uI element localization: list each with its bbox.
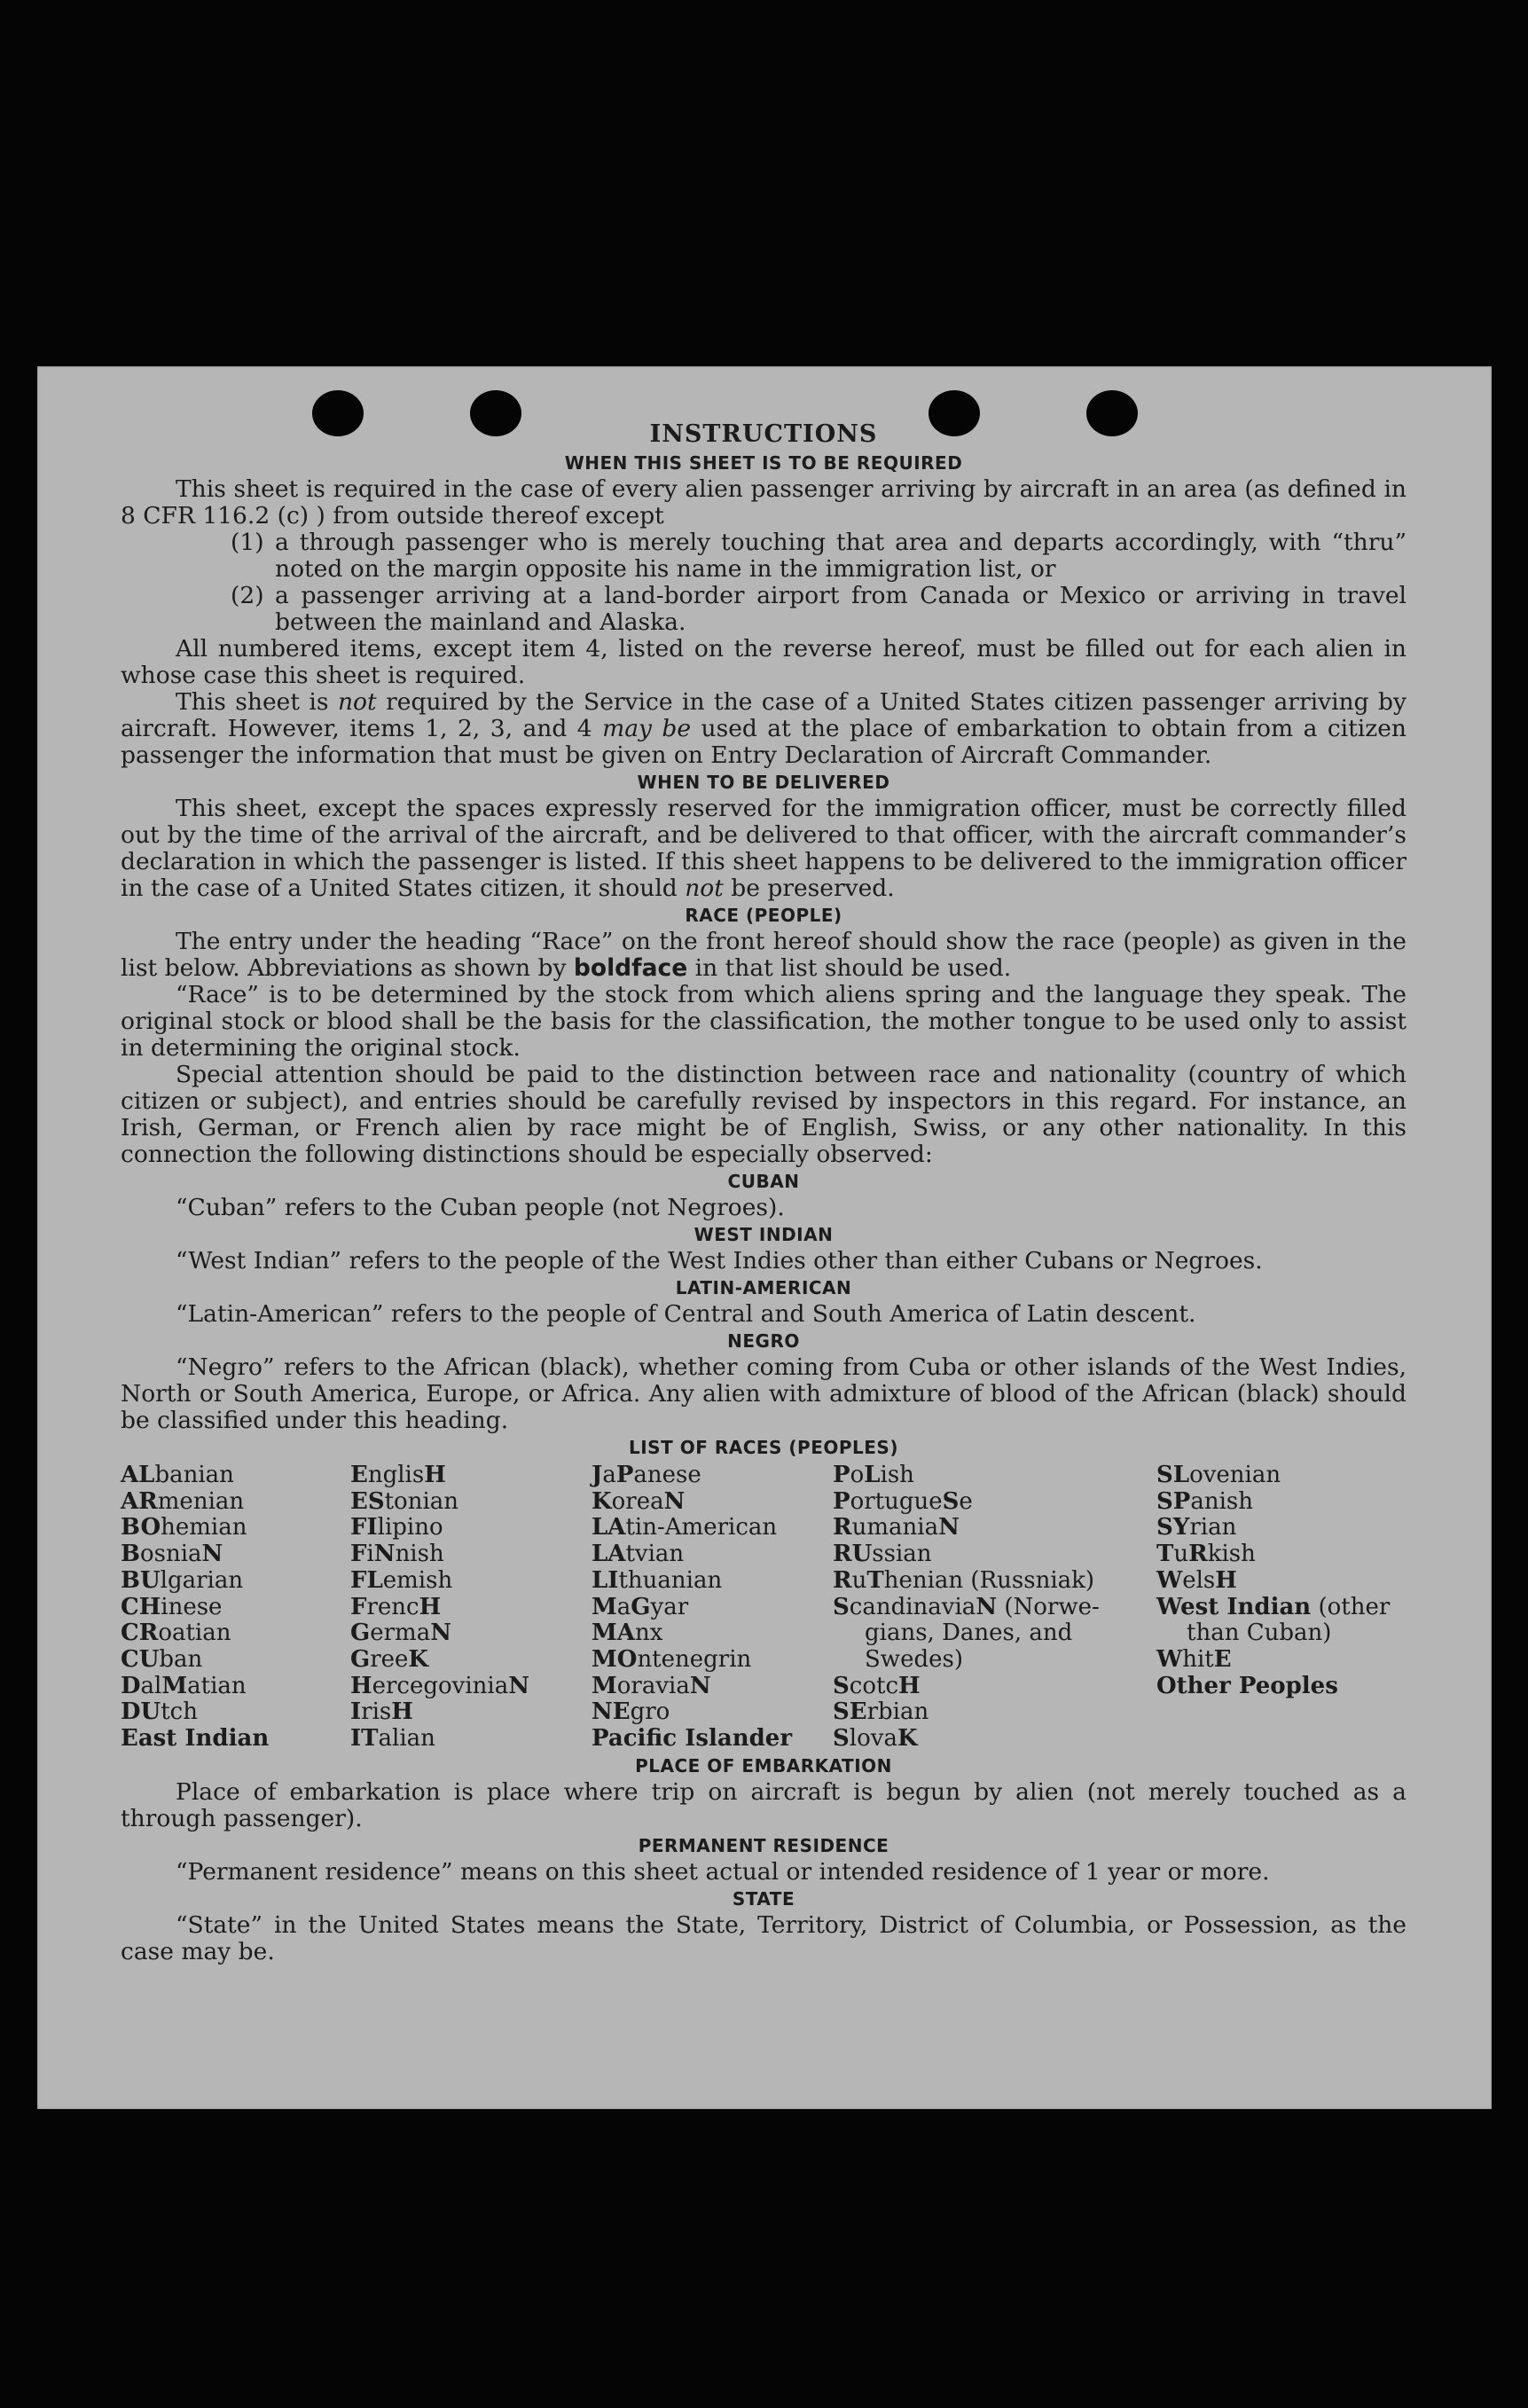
race-entry: ALbanian <box>121 1462 234 1488</box>
race-entry: Pacific Islander <box>592 1725 793 1753</box>
race-entry: ScotcH <box>833 1672 921 1699</box>
race-entry: KoreaN <box>592 1487 686 1515</box>
races-column <box>1156 1463 1407 1753</box>
race-entry: RumaniaN <box>833 1514 960 1541</box>
race-entry: FiNnish <box>350 1541 444 1568</box>
races-column <box>350 1463 592 1753</box>
heading-list-of-races: LIST OF RACES (PEOPLES) <box>629 1437 898 1458</box>
race-entry: IrisH <box>350 1698 413 1726</box>
race-entry: DalMatian <box>121 1672 247 1699</box>
race-entry: FIlipino <box>350 1514 443 1541</box>
race-entry: EnglisH <box>350 1462 446 1488</box>
race-entry: SPanish <box>1156 1487 1253 1515</box>
definition-text: “Negro” refers to the African (black), whether coming from Cuba or other islands of the West Indies, North or South America, Europe, or Africa. Any alien with admixture of blood of the African (black) should be classified under this heading. <box>121 1353 1407 1434</box>
definition-heading: CUBAN <box>727 1171 800 1192</box>
races-column <box>592 1463 833 1753</box>
heading-when-delivered: WHEN TO BE DELIVERED <box>637 772 890 793</box>
race-entry: CRoatian <box>121 1620 231 1647</box>
race-entry: MoraviaN <box>592 1672 711 1699</box>
race-entry: than Cuban) <box>1187 1620 1332 1647</box>
definition-text: “Cuban” refers to the Cuban people (not Negroes). <box>176 1194 785 1221</box>
instructions-body <box>121 420 1407 1965</box>
paragraph: All numbered items, except item 4, listed on the reverse hereof, must be filled out for each alien in whose case this sheet is required. <box>121 635 1407 689</box>
definition-heading: LATIN-AMERICAN <box>675 1277 852 1298</box>
heading-race: RACE (PEOPLE) <box>685 905 842 926</box>
race-entry: gians, Danes, and <box>865 1620 1073 1647</box>
list-item <box>231 583 1407 636</box>
definition-heading: WEST INDIAN <box>693 1224 834 1245</box>
item-text: a through passenger who is merely touching that area and departs accordingly, with “thru” noted on the margin opposite his name in the immigration list, or <box>275 529 1407 583</box>
heading-permanent-residence: PERMANENT RESIDENCE <box>638 1834 889 1856</box>
race-entry: SYrian <box>1156 1514 1237 1541</box>
race-entry: CUban <box>121 1645 203 1673</box>
heading-when-required: WHEN THIS SHEET IS TO BE REQUIRED <box>564 452 963 474</box>
race-entry: PoLish <box>833 1462 914 1488</box>
paragraph: “Race” is to be determined by the stock from which aliens spring and the language they speak. The original stock or blood shall be the basis for the classification, the mother tongue to be used only to assist in determining the original stock. <box>121 981 1407 1062</box>
paragraph: The entry under the heading “Race” on the front hereof should show the race (people) as given in the list below. Abbreviations as shown by boldface in that list should be used. <box>121 928 1407 982</box>
race-entry: ARmenian <box>121 1487 245 1515</box>
race-entry: PortugueSe <box>833 1487 973 1515</box>
item-number: (1) <box>231 529 264 556</box>
race-entry: LAtin-American <box>592 1514 778 1541</box>
race-entry: WelsH <box>1156 1566 1237 1594</box>
page-title: INSTRUCTIONS <box>649 420 878 448</box>
race-entry: GreeK <box>350 1645 429 1673</box>
race-entry: SlovaK <box>833 1725 918 1753</box>
race-entry: East Indian <box>121 1725 270 1753</box>
race-entry: RuThenian (Russniak) <box>833 1566 1095 1594</box>
race-entry: MAnx <box>592 1620 663 1647</box>
race-entry: West Indian (other <box>1156 1593 1391 1620</box>
race-entry: DUtch <box>121 1698 198 1726</box>
race-entry: LIthuanian <box>592 1566 723 1594</box>
race-entry: SErbian <box>833 1698 929 1726</box>
races-column <box>833 1463 1156 1753</box>
race-entry: GermaN <box>350 1620 451 1647</box>
definition-heading: NEGRO <box>727 1330 800 1352</box>
race-entry: FrencH <box>350 1593 442 1620</box>
race-entry: TuRkish <box>1156 1541 1256 1568</box>
item-text: a passenger arriving at a land-border airport from Canada or Mexico or arriving in travel between the mainland and Alaska. <box>275 582 1407 636</box>
paragraph: Place of embarkation is place where trip on aircraft is begun by alien (not merely touched as a through passenger). <box>121 1777 1407 1832</box>
heading-embarkation: PLACE OF EMBARKATION <box>635 1754 892 1777</box>
race-entry: WhitE <box>1156 1645 1232 1673</box>
race-entry: ScandinaviaN (Norwe- <box>833 1593 1100 1620</box>
document-sheet <box>37 366 1492 2109</box>
definition-text: “West Indian” refers to the people of the West Indies other than either Cubans or Negroes. <box>176 1247 1263 1275</box>
item-number: (2) <box>231 582 264 609</box>
race-entry: BUlgarian <box>121 1566 244 1594</box>
heading-state: STATE <box>732 1887 795 1910</box>
race-entry: NEgro <box>592 1698 670 1726</box>
paragraph: This sheet is required in the case of every alien passenger arriving by aircraft in an area (as defined in 8 CFR 116.2 (c) ) from outside thereof except <box>121 475 1407 529</box>
list-item <box>231 529 1407 583</box>
paragraph: “Permanent residence” means on this sheet actual or intended residence of 1 year or more. <box>176 1857 1270 1886</box>
paragraph: Special attention should be paid to the distinction between race and nationality (country of which citizen or subject), and entries should be carefully revised by inspectors in this regard. For instance, an Irish, German, or French alien by race might be of English, Swiss, or any other nationality. In this connection the following distinctions should be especially observed: <box>121 1061 1407 1168</box>
race-entry: ITalian <box>350 1725 435 1753</box>
race-entry: CHinese <box>121 1593 223 1620</box>
paragraph: This sheet, except the spaces expressly reserved for the immigration officer, must be correctly filled out by the time of the arrival of the aircraft, and be delivered to that officer, with the aircraft commander’s declaration in which the passenger is listed. If this sheet happens to be delivered to the immigration officer in the case of a United States citizen, it should not be preserved. <box>121 795 1407 902</box>
race-entry: MOntenegrin <box>592 1645 752 1673</box>
race-entry: Other Peoples <box>1156 1672 1338 1699</box>
race-entry: BosniaN <box>121 1541 223 1568</box>
race-entry: RUssian <box>833 1541 932 1568</box>
race-entry: BOhemian <box>121 1514 247 1541</box>
race-entry: SLovenian <box>1156 1462 1281 1488</box>
race-entry: EStonian <box>350 1487 459 1515</box>
paragraph: This sheet is not required by the Service in the case of a United States citizen passenger arriving by aircraft. However, items 1, 2, 3, and 4 may be used at the place of embarkation to obtain from a citizen passenger the information that must be given on Entry Declaration of Aircraft Commander. <box>121 688 1407 769</box>
paragraph: “State” in the United States means the State, Territory, District of Columbia, or Possession, as the case may be. <box>121 1910 1407 1965</box>
definition-text: “Latin-American” refers to the people of Central and South America of Latin descent. <box>176 1300 1196 1328</box>
race-entry: Swedes) <box>865 1645 963 1673</box>
race-entry: HercegoviniaN <box>350 1672 529 1699</box>
race-entry: LAtvian <box>592 1541 685 1568</box>
definitions <box>121 1168 1407 1434</box>
race-entry: JaPanese <box>592 1462 701 1488</box>
races-list <box>121 1463 1407 1753</box>
race-entry: FLemish <box>350 1566 453 1594</box>
races-column <box>121 1463 350 1753</box>
race-entry: MaGyar <box>592 1593 689 1620</box>
